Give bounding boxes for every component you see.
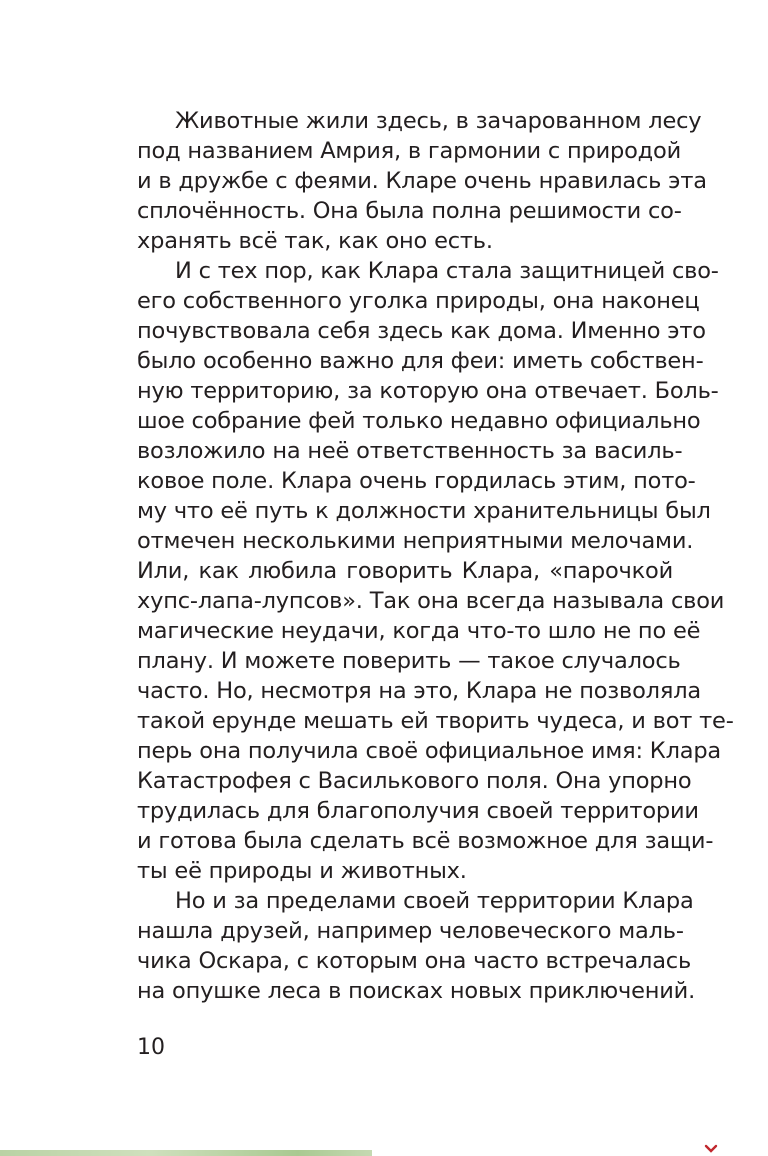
text-line: Но и за пределами своей территории Клара: [175, 888, 694, 914]
text-line: Катастрофея с Василькового поля. Она упорно: [137, 768, 692, 794]
paragraph: [137, 256, 734, 886]
text-line: магические неудачи, когда что-то шло не по её: [137, 618, 701, 644]
text-line: ты её природы и животных.: [137, 858, 467, 884]
text-line: И с тех пор, как Клара стала защитницей сво-: [175, 258, 719, 284]
text-line: му что её путь к должности хранительницы был: [137, 498, 711, 524]
decorative-strip: [0, 1150, 372, 1156]
text-line: перь она получила своё официальное имя: Клара: [137, 738, 722, 764]
paragraph: [137, 886, 696, 1006]
text-line: его собственного уголка природы, она наконец: [137, 288, 700, 314]
text-line: было особенно важно для феи: иметь собствен-: [137, 348, 704, 374]
text-line: шое собрание фей только недавно официально: [137, 408, 701, 434]
page-number: 10: [137, 1035, 165, 1060]
text-line: сплочённость. Она была полна решимости со-: [137, 198, 682, 224]
text-line: Или, как любила говорить Клара, «парочкой: [137, 558, 673, 584]
text-line: и готова была сделать всё возможное для защи-: [137, 828, 714, 854]
text-line: Животные жили здесь, в зачарованном лесу: [175, 108, 702, 134]
text-line: хупс-лапа-лупсов». Так она всегда называла свои: [137, 588, 725, 614]
text-line: почувствовала себя здесь как дома. Именно это: [137, 318, 706, 344]
text-line: возложило на неё ответственность за василь-: [137, 438, 683, 464]
text-line: такой ерунде мешать ей творить чудеса, и вот те-: [137, 708, 734, 734]
text-line: и в дружбе с феями. Кларе очень нравилась эта: [137, 168, 707, 194]
text-line: часто. Но, несмотря на это, Клара не позволяла: [137, 678, 701, 704]
text-line: чика Оскара, с которым она часто встречалась: [137, 948, 692, 974]
text-line: нашла друзей, например человеческого маль-: [137, 918, 684, 944]
text-line: хранять всё так, как оно есть.: [137, 228, 493, 254]
text-line: трудилась для благополучия своей территории: [137, 798, 699, 824]
text-line: плану. И можете поверить — такое случалось: [137, 648, 681, 674]
text-line: отмечен несколькими неприятными мелочами.: [137, 528, 694, 554]
text-line: ную территорию, за которую она отвечает. Боль-: [137, 378, 719, 404]
corner-ornament-icon: [704, 1142, 718, 1156]
text-line: на опушке леса в поисках новых приключений.: [137, 978, 696, 1004]
text-line: под названием Амрия, в гармонии с природой: [137, 138, 681, 164]
paragraph: [137, 106, 707, 256]
body-text: [137, 106, 734, 1006]
text-line: ковое поле. Клара очень гордилась этим, пото-: [137, 468, 696, 494]
